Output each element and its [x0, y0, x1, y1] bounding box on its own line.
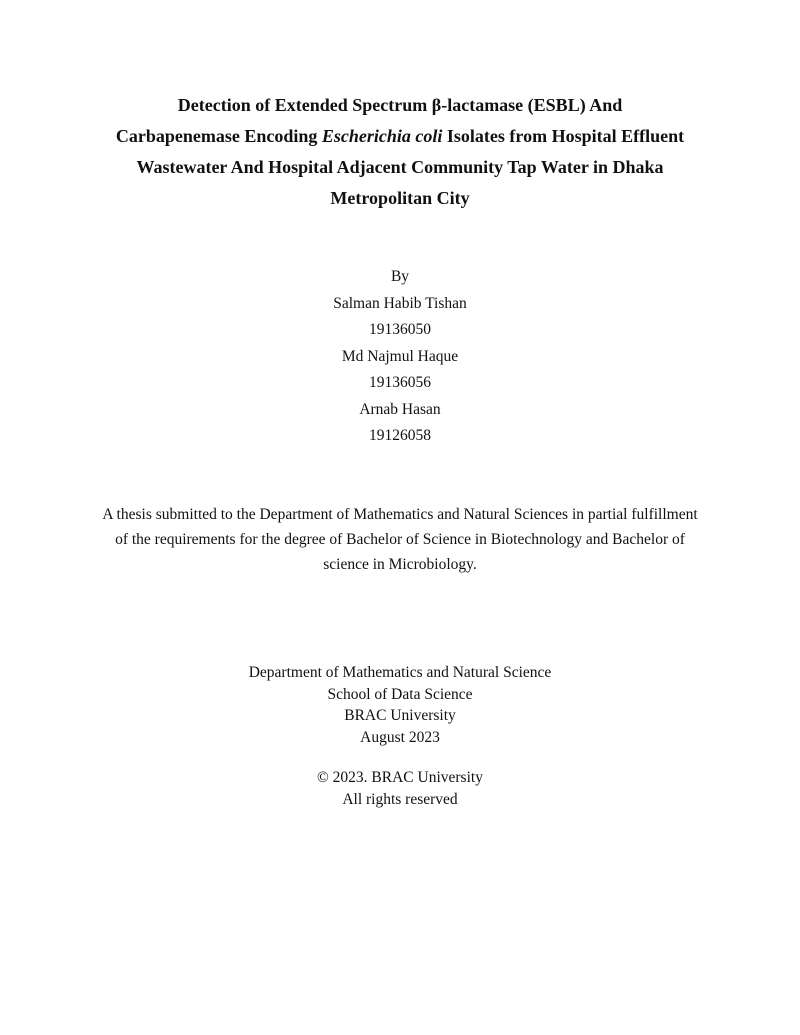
thesis-title [80, 90, 720, 214]
statement-line-2: of the requirements for the degree of Bachelor of Science in Biotechnology and Bachelor of [115, 531, 685, 548]
department-name: Department of Mathematics and Natural Science [248, 664, 552, 681]
author-id: 19136050 [369, 321, 431, 338]
university-name: BRAC University [344, 707, 456, 725]
author-name: Salman Habib Tishan [333, 294, 467, 312]
rights-reserved: All rights reserved [342, 790, 458, 808]
author-id: 19136056 [369, 374, 431, 391]
title-line-3: Wastewater And Hospital Adjacent Community Tap Water in Dhaka [136, 157, 664, 177]
statement-line-1: A thesis submitted to the Department of Mathematics and Natural Sciences in partial fulfillment [102, 506, 698, 523]
author-id: 19126058 [369, 427, 431, 444]
organism-name: Escherichia coli [321, 126, 443, 146]
copyright-block [200, 767, 600, 810]
institution-block [200, 662, 600, 749]
school-name: School of Data Science [327, 685, 473, 703]
statement-line-3: science in Microbiology. [323, 556, 477, 573]
submission-statement [60, 502, 740, 577]
title-line-1: Detection of Extended Spectrum β-lactamase (ESBL) And [177, 95, 623, 115]
title-line-2-end: Isolates from Hospital Effluent [442, 126, 685, 146]
title-line-2-start: Carbapenemase Encoding [115, 126, 322, 146]
author-name: Arnab Hasan [359, 400, 441, 418]
copyright-notice: © 2023. BRAC University [317, 769, 483, 786]
author-block [200, 264, 600, 450]
submission-date: August 2023 [360, 729, 440, 747]
by-label: By [390, 268, 410, 285]
title-line-4: Metropolitan City [330, 188, 470, 208]
author-name: Md Najmul Haque [341, 347, 459, 365]
title-line-2 [80, 121, 720, 152]
